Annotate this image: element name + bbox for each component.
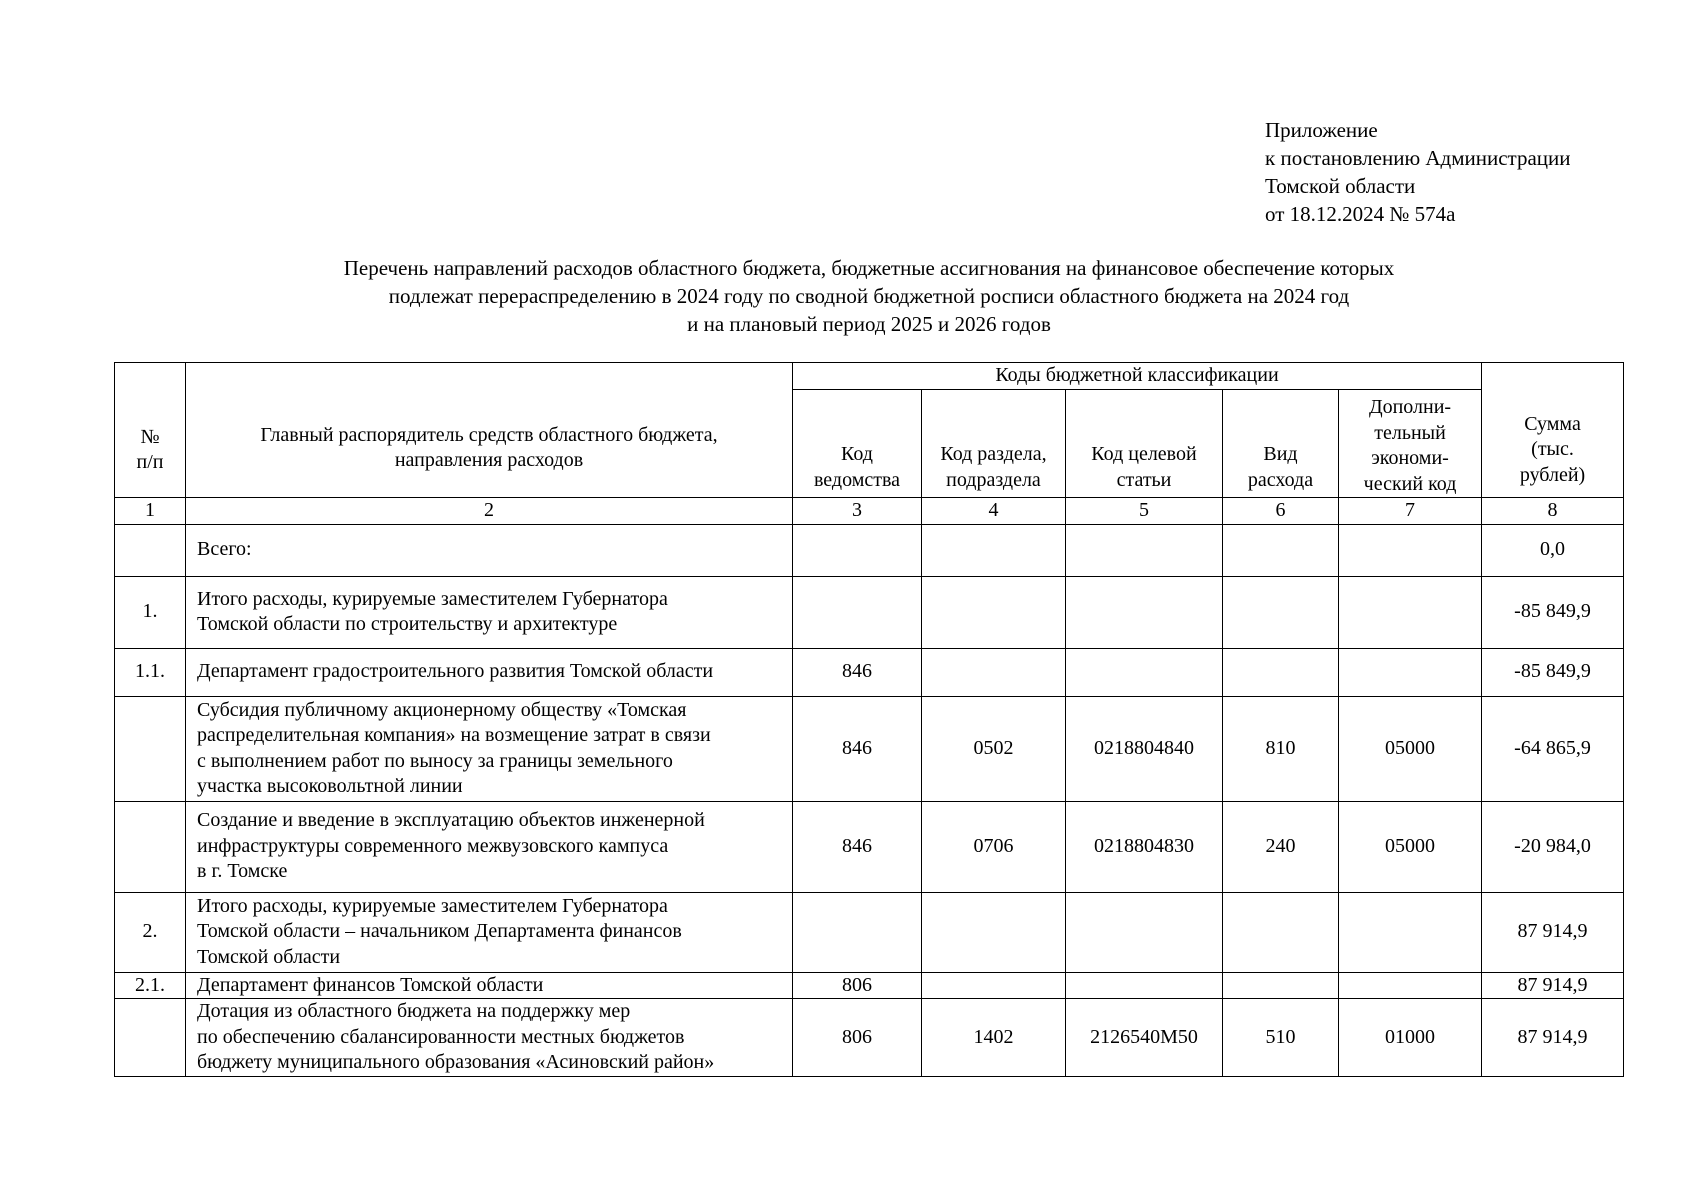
appendix-line: от 18.12.2024 № 574а (1265, 202, 1456, 226)
budget-table (114, 362, 1624, 1077)
row-num (115, 999, 186, 1077)
appendix-line: Томской области (1265, 174, 1416, 198)
row-target-code (1066, 576, 1223, 648)
row-num (115, 801, 186, 892)
column-number: 3 (793, 498, 922, 525)
row-expense-type: 240 (1223, 801, 1339, 892)
table-row (115, 524, 1624, 576)
column-number-row (115, 498, 1624, 525)
row-expense-type (1223, 892, 1339, 972)
row-target-code: 2126540М50 (1066, 999, 1223, 1077)
row-section-code: 1402 (922, 999, 1066, 1077)
row-description: Департамент финансов Томской области (186, 972, 793, 999)
row-target-code: 0218804840 (1066, 696, 1223, 801)
row-dept-code: 806 (793, 999, 922, 1077)
row-target-code (1066, 648, 1223, 696)
row-description: Всего: (186, 524, 793, 576)
title-line: и на плановый период 2025 и 2026 годов (687, 312, 1051, 336)
header-row (115, 363, 1624, 390)
header-expense-type: Вид расхода (1223, 390, 1339, 498)
row-dept-code (793, 892, 922, 972)
row-target-code (1066, 892, 1223, 972)
row-extra-code (1339, 892, 1482, 972)
header-codes-group: Коды бюджетной классификации (793, 363, 1482, 390)
row-description: Создание и введение в эксплуатацию объектов инженерной инфраструктуры современного межвузовского кампуса в г. Томске (186, 801, 793, 892)
title-line: подлежат перераспределению в 2024 году по сводной бюджетной росписи областного бюджета на 2024 год (388, 284, 1350, 308)
row-dept-code: 846 (793, 801, 922, 892)
column-number: 7 (1339, 498, 1482, 525)
appendix-line: к постановлению Администрации (1265, 146, 1571, 170)
row-section-code (922, 648, 1066, 696)
table-row (115, 972, 1624, 999)
row-expense-type (1223, 576, 1339, 648)
row-num: 1.1. (115, 648, 186, 696)
table-row (115, 696, 1624, 801)
row-expense-type (1223, 972, 1339, 999)
row-section-code: 0502 (922, 696, 1066, 801)
header-section-code: Код раздела, подраздела (922, 390, 1066, 498)
header-num: № п/п (115, 363, 186, 498)
column-number: 4 (922, 498, 1066, 525)
row-target-code (1066, 524, 1223, 576)
row-target-code (1066, 972, 1223, 999)
row-extra-code (1339, 972, 1482, 999)
appendix-block (1265, 116, 1571, 228)
table-row (115, 892, 1624, 972)
row-section-code: 0706 (922, 801, 1066, 892)
row-expense-type (1223, 648, 1339, 696)
table-row (115, 801, 1624, 892)
row-description: Итого расходы, курируемые заместителем Губернатора Томской области по строительству и архитектуре (186, 576, 793, 648)
row-extra-code (1339, 648, 1482, 696)
header-dept-code: Код ведомства (793, 390, 922, 498)
title-line: Перечень направлений расходов областного бюджета, бюджетные ассигнования на финансовое обеспечение которых (343, 256, 1395, 280)
row-sum: -20 984,0 (1482, 801, 1624, 892)
document-title (160, 254, 1578, 338)
row-extra-code: 05000 (1339, 801, 1482, 892)
row-dept-code: 806 (793, 972, 922, 999)
row-description: Субсидия публичному акционерному обществу «Томская распределительная компания» на возмещение затрат в связи с выполнением работ по выносу за границы земельного участка высоковольтной линии (186, 696, 793, 801)
row-expense-type (1223, 524, 1339, 576)
row-dept-code: 846 (793, 648, 922, 696)
row-section-code (922, 524, 1066, 576)
row-expense-type: 810 (1223, 696, 1339, 801)
column-number: 2 (186, 498, 793, 525)
row-num (115, 524, 186, 576)
row-target-code: 0218804830 (1066, 801, 1223, 892)
column-number: 8 (1482, 498, 1624, 525)
row-dept-code (793, 576, 922, 648)
row-dept-code (793, 524, 922, 576)
table-row (115, 999, 1624, 1077)
row-num (115, 696, 186, 801)
row-section-code (922, 892, 1066, 972)
row-sum: 87 914,9 (1482, 972, 1624, 999)
row-extra-code (1339, 576, 1482, 648)
row-section-code (922, 972, 1066, 999)
appendix-line: Приложение (1265, 118, 1378, 142)
row-description: Итого расходы, курируемые заместителем Губернатора Томской области – начальником Департамента финансов Томской области (186, 892, 793, 972)
header-target-code: Код целевой статьи (1066, 390, 1223, 498)
row-num: 1. (115, 576, 186, 648)
row-description: Департамент градостроительного развития Томской области (186, 648, 793, 696)
row-sum: -64 865,9 (1482, 696, 1624, 801)
column-number: 5 (1066, 498, 1223, 525)
row-sum: 0,0 (1482, 524, 1624, 576)
row-extra-code (1339, 524, 1482, 576)
row-dept-code: 846 (793, 696, 922, 801)
row-num: 2. (115, 892, 186, 972)
header-main: Главный распорядитель средств областного бюджета, направления расходов (186, 363, 793, 498)
row-sum: -85 849,9 (1482, 576, 1624, 648)
row-num: 2.1. (115, 972, 186, 999)
row-description: Дотация из областного бюджета на поддержку мер по обеспечению сбалансированности местных бюджетов бюджету муниципального образования «Асиновский район» (186, 999, 793, 1077)
header-sum: Сумма (тыс. рублей) (1482, 363, 1624, 498)
table-row (115, 576, 1624, 648)
column-number: 6 (1223, 498, 1339, 525)
header-extra-code: Дополни- тельный экономи- ческий код (1339, 390, 1482, 498)
row-sum: 87 914,9 (1482, 892, 1624, 972)
row-section-code (922, 576, 1066, 648)
row-sum: 87 914,9 (1482, 999, 1624, 1077)
row-sum: -85 849,9 (1482, 648, 1624, 696)
table-row (115, 648, 1624, 696)
column-number: 1 (115, 498, 186, 525)
row-expense-type: 510 (1223, 999, 1339, 1077)
row-extra-code: 05000 (1339, 696, 1482, 801)
row-extra-code: 01000 (1339, 999, 1482, 1077)
